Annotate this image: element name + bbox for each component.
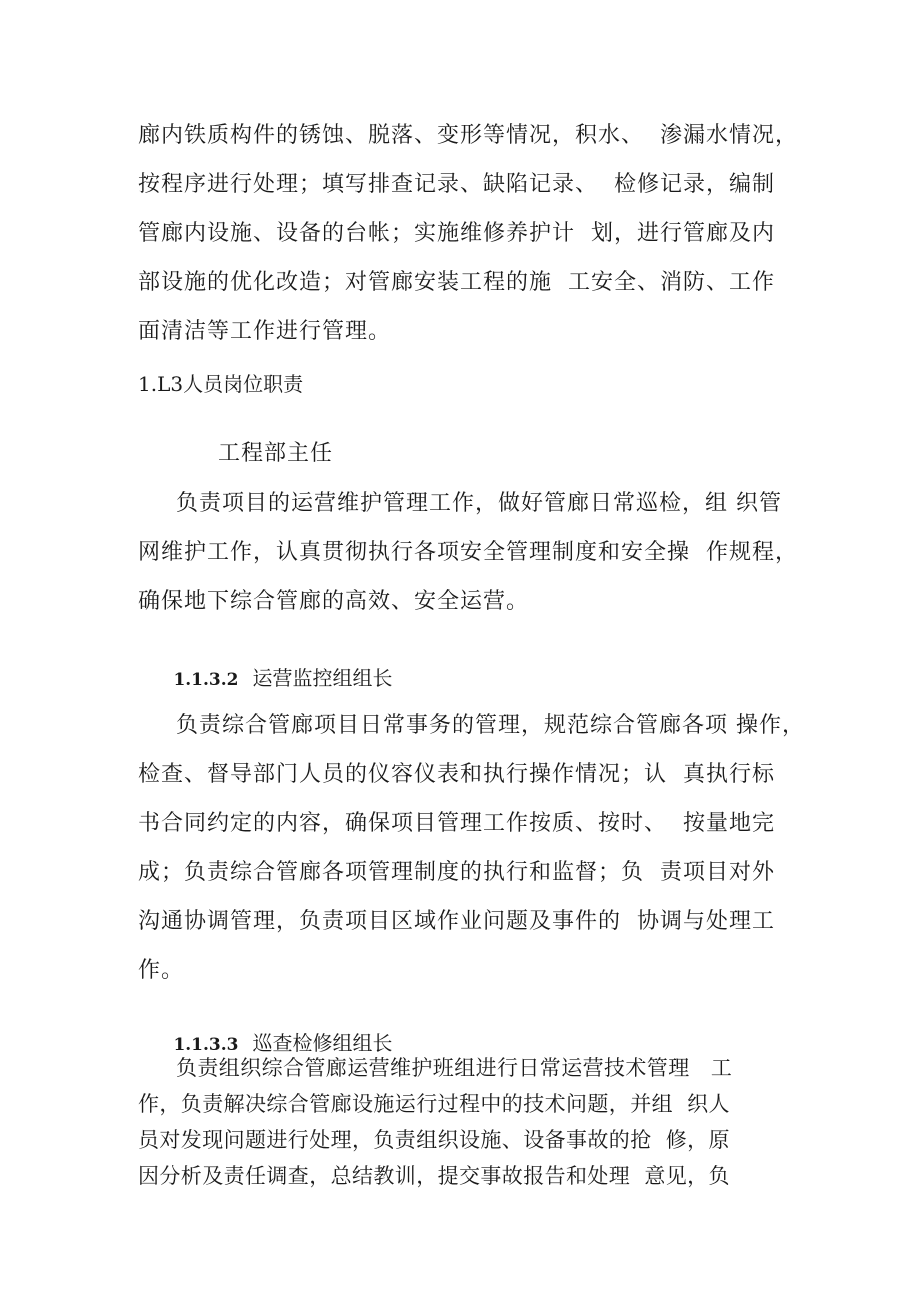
subsection-number: 1.1.3.3 (173, 1035, 239, 1055)
text-line: 面清洁等工作进行管理。 (138, 319, 392, 344)
subsection-title: 巡查检修组组长 (252, 1031, 393, 1055)
text-line: 作，负责解决综合管廊设施运行过程中的技术问题，并组 织人 (138, 1092, 730, 1116)
text-line: 作。 (138, 958, 185, 983)
section-heading: 1.L3人员岗位职责 (138, 372, 304, 396)
text-line: 确保地下综合管廊的高效、安全运营。 (138, 589, 530, 614)
text-line: 负责组织综合管廊运营维护班组进行日常运营技术管理 工 (176, 1056, 733, 1080)
subsection-title: 工程部主任 (218, 441, 334, 466)
text-line: 检查、督导部门人员的仪容仪表和执行操作情况；认 真执行标 (138, 762, 775, 787)
text-line: 员对发现问题进行处理，负责组织设施、设备事故的抢 修，原 (138, 1128, 730, 1152)
text-line: 负责综合管廊项目日常事务的管理，规范综合管廊各项 操作， (176, 713, 805, 738)
text-line: 廊内铁质构件的锈蚀、脱落、变形等情况，积水、 渗漏水情况， (138, 123, 798, 148)
text-line: 网维护工作，认真贯彻执行各项安全管理制度和安全操 作规程， (138, 540, 798, 565)
text-line: 沟通协调管理，负责项目区域作业问题及事件的 协调与处理工 (138, 909, 775, 934)
text-line: 成；负责综合管廊各项管理制度的执行和监督；负 责项目对外 (138, 860, 775, 885)
subsection-number: 1.1.3.2 (173, 670, 239, 690)
subsection-title: 运营监控组组长 (252, 666, 393, 690)
subsection-heading (148, 638, 393, 715)
text-line: 管廊内设施、设备的台帐；实施维修养护计 划，进行管廊及内 (138, 221, 775, 246)
text-line: 因分析及责任调查，总结教训，提交事故报告和处理 意见，负 (138, 1164, 730, 1188)
text-line: 书合同约定的内容，确保项目管理工作按质、按时、 按量地完 (138, 811, 775, 836)
text-line: 按程序进行处理；填写排查记录、缺陷记录、 检修记录，编制 (138, 172, 775, 197)
text-line: 部设施的优化改造；对管廊安装工程的施 工安全、消防、工作 (138, 270, 775, 295)
text-line: 负责项目的运营维护管理工作，做好管廊日常巡检，组 织管 (176, 491, 782, 516)
